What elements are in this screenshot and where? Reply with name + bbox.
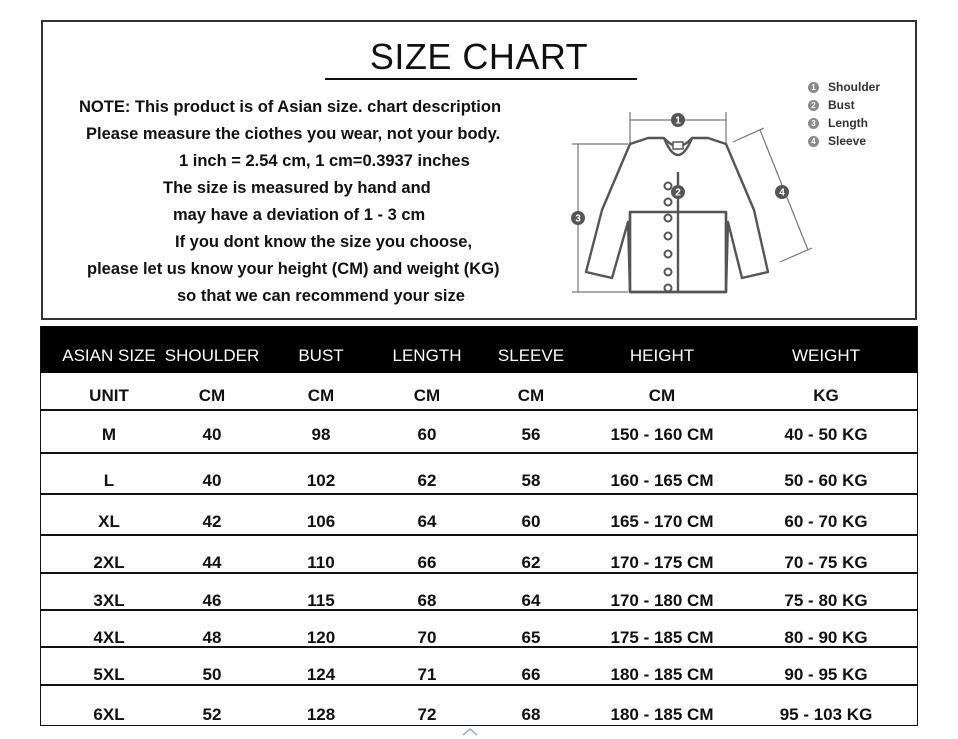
table-cell-length: 70 (417, 628, 437, 647)
table-cell-height: 170 - 175 CM (610, 553, 714, 572)
marker-sleeve (775, 185, 789, 199)
table-cell-length: 72 (417, 705, 437, 724)
table-cell-shoulder: 40 (202, 471, 222, 490)
table-cell-length: 66 (417, 553, 437, 572)
table-cell-shoulder: 40 (202, 425, 222, 444)
column-header-shoulder: SHOULDER (164, 346, 260, 365)
table-cell-length: 62 (417, 471, 437, 490)
table-cell-asian-size: 4XL (93, 628, 125, 647)
table-cell-weight: 70 - 75 KG (784, 553, 868, 572)
table-cell-shoulder: 52 (202, 705, 222, 724)
table-cell-height: 150 - 160 CM (610, 425, 714, 444)
unit-cell-length: CM (413, 386, 441, 405)
table-cell-weight: 95 - 103 KG (779, 705, 873, 724)
column-header-sleeve: SLEEVE (497, 346, 565, 365)
note-line: If you dont know the size you choose, (175, 233, 473, 251)
table-cell-length: 71 (417, 665, 437, 684)
table-cell-sleeve: 56 (521, 425, 541, 444)
measurement-legend (808, 78, 880, 150)
legend-number: 1 (808, 82, 819, 93)
chevron-up-icon[interactable] (461, 727, 479, 737)
table-cell-asian-size: XL (98, 512, 120, 531)
note-line: Please measure the ciothes you wear, not your body. (86, 125, 501, 143)
table-cell-weight: 90 - 95 KG (784, 665, 868, 684)
marker-label: 4 (779, 187, 785, 199)
table-cell-asian-size: 3XL (93, 591, 125, 610)
column-header-weight: WEIGHT (792, 346, 860, 365)
page-title: SIZE CHART (369, 36, 589, 77)
table-cell-height: 170 - 180 CM (610, 591, 714, 610)
table-cell-bust: 98 (311, 425, 331, 444)
table-cell-bust: 124 (306, 665, 336, 684)
marker-label: 2 (675, 187, 681, 199)
legend-number: 4 (808, 136, 819, 147)
size-table (40, 326, 918, 726)
table-cell-bust: 102 (306, 471, 336, 490)
note-line: NOTE: This product is of Asian size. chart description (79, 98, 502, 116)
marker-shoulder (671, 113, 685, 127)
legend-number: 2 (808, 100, 819, 111)
unit-cell-bust: CM (307, 386, 335, 405)
table-cell-sleeve: 62 (521, 553, 541, 572)
table-cell-weight: 50 - 60 KG (784, 471, 868, 490)
table-cell-height: 175 - 185 CM (610, 628, 714, 647)
note-line: so that we can recommend your size (177, 287, 465, 305)
row-divider (41, 534, 917, 536)
legend-label: Shoulder (828, 80, 881, 94)
marker-label: 1 (675, 115, 681, 127)
table-cell-sleeve: 64 (521, 591, 541, 610)
legend-item-length (808, 114, 880, 132)
legend-item-bust (808, 96, 880, 114)
table-cell-shoulder: 46 (202, 591, 222, 610)
table-cell-asian-size: M (101, 425, 117, 444)
table-cell-asian-size: 6XL (93, 705, 125, 724)
table-cell-length: 68 (417, 591, 437, 610)
size-note (71, 94, 551, 310)
size-chart-header-panel (41, 20, 917, 320)
legend-item-shoulder (808, 78, 880, 96)
table-cell-sleeve: 60 (521, 512, 541, 531)
table-cell-shoulder: 42 (202, 512, 222, 531)
table-cell-sleeve: 58 (521, 471, 541, 490)
jacket-buttons (665, 183, 672, 292)
table-cell-sleeve: 68 (521, 705, 541, 724)
table-cell-weight: 75 - 80 KG (784, 591, 868, 610)
table-cell-bust: 106 (306, 512, 336, 531)
legend-label: Sleeve (828, 134, 867, 148)
table-cell-height: 180 - 185 CM (610, 665, 714, 684)
note-line: may have a deviation of 1 - 3 cm (173, 206, 426, 224)
unit-cell-shoulder: CM (198, 386, 226, 405)
jacket-measurement-diagram (568, 102, 828, 302)
table-cell-bust: 115 (307, 591, 335, 610)
column-header-bust: BUST (298, 346, 344, 365)
table-cell-weight: 60 - 70 KG (784, 512, 868, 531)
legend-label: Length (828, 116, 868, 130)
table-cell-bust: 110 (307, 553, 335, 572)
table-cell-shoulder: 44 (202, 553, 222, 572)
column-header-length: LENGTH (392, 346, 462, 365)
jacket-outline (586, 138, 768, 292)
legend-number: 3 (808, 118, 819, 129)
table-cell-height: 165 - 170 CM (610, 512, 714, 531)
legend-label: Bust (828, 98, 855, 112)
column-header-asian-size: ASIAN SIZE (62, 346, 156, 365)
note-line: please let us know your height (CM) and weight (KG) (87, 260, 500, 278)
table-cell-asian-size: 2XL (93, 553, 125, 572)
unit-cell-sleeve: CM (517, 386, 545, 405)
table-header-row (41, 327, 917, 373)
title-underline (325, 78, 637, 80)
table-cell-sleeve: 66 (521, 665, 541, 684)
unit-cell-height: CM (648, 386, 676, 405)
column-header-height: HEIGHT (629, 346, 695, 365)
note-line: The size is measured by hand and (163, 179, 431, 197)
unit-cell-weight: KG (813, 386, 839, 405)
table-cell-sleeve: 65 (521, 628, 541, 647)
unit-cell-asian-size: UNIT (89, 386, 129, 405)
table-cell-length: 64 (417, 512, 437, 531)
table-cell-bust: 120 (306, 628, 336, 647)
row-divider (41, 409, 917, 411)
note-line: 1 inch = 2.54 cm, 1 cm=0.3937 inches (179, 152, 470, 170)
marker-bust (671, 185, 685, 199)
row-divider (41, 493, 917, 495)
table-cell-height: 160 - 165 CM (610, 471, 714, 490)
table-cell-shoulder: 50 (202, 665, 222, 684)
table-cell-weight: 40 - 50 KG (784, 425, 868, 444)
table-cell-shoulder: 48 (202, 628, 222, 647)
row-divider (41, 452, 917, 454)
table-cell-height: 180 - 185 CM (610, 705, 714, 724)
table-cell-bust: 128 (306, 705, 336, 724)
table-cell-weight: 80 - 90 KG (784, 628, 868, 647)
table-cell-asian-size: 5XL (93, 665, 125, 684)
table-cell-length: 60 (417, 425, 437, 444)
marker-label: 3 (575, 213, 581, 225)
legend-item-sleeve (808, 132, 880, 150)
table-cell-asian-size: L (103, 471, 115, 490)
marker-length (571, 211, 585, 225)
